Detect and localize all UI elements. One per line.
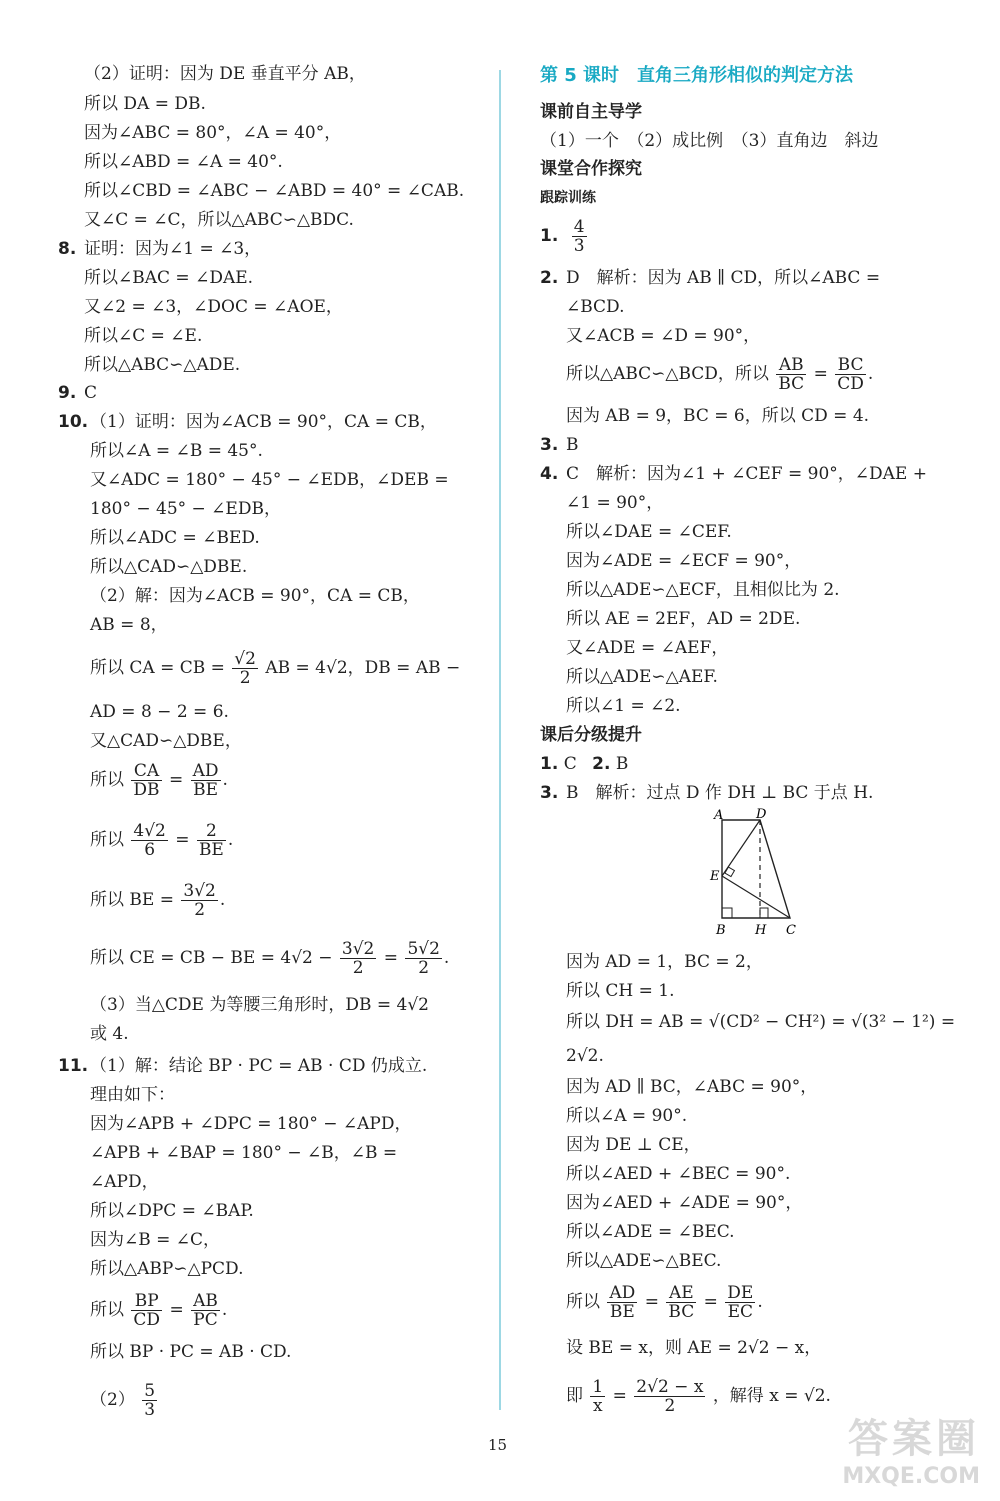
fraction bbox=[191, 762, 221, 799]
page-number: 15 bbox=[488, 1436, 508, 1454]
numerator: CA bbox=[131, 762, 161, 781]
equals-sign: = bbox=[169, 1300, 184, 1320]
equals-sign: = bbox=[168, 770, 184, 790]
numerator: 3√2 bbox=[183, 881, 216, 901]
formula-line bbox=[566, 1378, 831, 1415]
question-number: 11. bbox=[58, 1056, 89, 1076]
text-line: 因为∠ABC = 80°，∠A = 40°， bbox=[84, 123, 342, 143]
text-line: D 解析：因为 AB ∥ CD，所以∠ABC = bbox=[566, 268, 881, 288]
text-line: 又△CAD∽△DBE， bbox=[90, 731, 242, 751]
formula-line: 所以 $\frac{BP}{CD}$ = $\frac{AB}{PC}$ . bbox=[90, 1291, 228, 1330]
formula-line: 所以 $\frac{4√2}{6}$ = $\frac{2}{BE}$ . bbox=[90, 821, 234, 860]
denominator: BC bbox=[668, 1302, 695, 1322]
section-heading: 课堂合作探究 bbox=[540, 159, 642, 179]
lesson-title: 第 5 课时 直角三角形相似的判定方法 bbox=[540, 65, 854, 86]
text-line: （3）当△CDE 为等腰三角形时，DB = 4√2 bbox=[90, 995, 429, 1015]
numerator: 2 bbox=[197, 822, 226, 841]
text-line: 所以∠DAE = ∠CEF. bbox=[566, 522, 732, 542]
watermark-url: MXQE.COM bbox=[842, 1464, 980, 1489]
label-h: H bbox=[755, 923, 767, 938]
text-span: 即 bbox=[566, 1386, 583, 1406]
text-line: 所以△CAD∽△DBE. bbox=[90, 557, 248, 577]
denominator: 6 bbox=[144, 840, 156, 860]
denominator: PC bbox=[193, 1310, 218, 1330]
numerator: AD bbox=[609, 1283, 636, 1303]
watermark-logo-text: 答案圈 bbox=[848, 1416, 980, 1462]
numerator: BP bbox=[131, 1292, 162, 1311]
numerator: AB bbox=[776, 356, 806, 375]
section-heading: 课前自主导学 bbox=[540, 102, 642, 122]
geometry-figure bbox=[700, 808, 810, 938]
question-number: 8. bbox=[58, 239, 77, 259]
fraction bbox=[131, 1292, 162, 1329]
fraction bbox=[191, 1292, 220, 1329]
label-b: B bbox=[716, 923, 726, 938]
section-heading: 课后分级提升 bbox=[540, 725, 642, 745]
right-angle-b bbox=[722, 908, 732, 918]
text-line: ∠APB + ∠BAP = 180° − ∠B，∠B = bbox=[90, 1143, 398, 1163]
question-number: 4. bbox=[540, 464, 559, 484]
text-span: AB = 4√2，DB = AB − bbox=[265, 658, 461, 678]
text-line: 因为∠APB + ∠DPC = 180° − ∠APD， bbox=[90, 1114, 412, 1134]
text-line: 所以∠ADC = ∠BED. bbox=[90, 528, 260, 548]
formula-line: 所以 $\frac{CA}{DB}$ = $\frac{AD}{BE}$ . bbox=[90, 761, 228, 800]
equals-sign: = bbox=[703, 1292, 718, 1312]
text-line: 又∠ADE = ∠AEF， bbox=[566, 638, 729, 658]
text-line: 所以∠A = ∠B = 45°. bbox=[90, 441, 263, 461]
text-line: 所以∠1 = ∠2. bbox=[566, 696, 681, 716]
denominator: BC bbox=[778, 374, 805, 394]
text-line: 所以 CH = 1. bbox=[566, 981, 675, 1001]
denominator: 2 bbox=[418, 958, 430, 978]
fraction bbox=[340, 940, 376, 977]
denominator: x bbox=[593, 1396, 603, 1416]
text-line: AB = 8， bbox=[90, 615, 168, 635]
text-line: 所以∠DPC = ∠BAP. bbox=[90, 1201, 254, 1221]
text-span: 所以 bbox=[90, 770, 124, 790]
label-a: A bbox=[714, 808, 724, 823]
formula-line bbox=[90, 650, 460, 687]
question-number: 3. bbox=[540, 435, 559, 455]
question-number: 3. bbox=[540, 783, 559, 803]
text-line: 所以∠ABD = ∠A = 40°. bbox=[84, 152, 283, 172]
text-span: 所以 CE = CB − BE = 4√2 − bbox=[90, 948, 333, 968]
question-number: 10. bbox=[58, 412, 89, 432]
fraction bbox=[666, 1284, 696, 1321]
fraction bbox=[142, 1382, 157, 1419]
text-line: 所以△ADE∽△BEC. bbox=[566, 1251, 722, 1271]
text-line: （1）证明：因为∠ACB = 90°，CA = CB， bbox=[90, 412, 437, 432]
watermark bbox=[842, 1407, 980, 1489]
formula-line: 所以 BE = $\frac{3√2}{2}$ . bbox=[90, 881, 226, 920]
text-line: C bbox=[84, 383, 98, 403]
numerator: 5√2 bbox=[407, 939, 440, 959]
right-angle-e bbox=[725, 867, 735, 877]
text-line: 因为 AD = 1，BC = 2， bbox=[566, 952, 763, 972]
equals-sign: = bbox=[383, 948, 399, 968]
formula-line bbox=[90, 1382, 159, 1419]
question-number: 2. bbox=[592, 754, 611, 774]
text-span: 所以 CA = CB = bbox=[90, 658, 225, 678]
text-line: 所以△ADE∽△ECF，且相似比为 2. bbox=[566, 580, 840, 600]
text-line: 又∠C = ∠C，所以△ABC∽△BDC. bbox=[84, 210, 354, 230]
numerator: √2 bbox=[234, 649, 256, 669]
numerator: BC bbox=[835, 356, 866, 375]
text-line: B 解析：过点 D 作 DH ⊥ BC 于点 H. bbox=[566, 783, 874, 803]
text-line: 证明：因为∠1 = ∠3， bbox=[84, 239, 262, 259]
text-line: AD = 8 − 2 = 6. bbox=[90, 702, 229, 722]
denominator: 2 bbox=[239, 668, 251, 688]
text-line: ∠BCD. bbox=[566, 297, 625, 317]
text-line: 因为∠AED + ∠ADE = 90°， bbox=[566, 1193, 803, 1213]
denominator: BE bbox=[198, 840, 224, 860]
answer-line bbox=[540, 752, 628, 776]
numerator: 4 bbox=[573, 217, 585, 237]
text-line: 或 4. bbox=[90, 1024, 129, 1044]
denominator: 3 bbox=[573, 236, 585, 256]
text-line: 所以∠C = ∠E. bbox=[84, 326, 203, 346]
equals-sign: = bbox=[175, 830, 190, 850]
text-span: 所以 bbox=[90, 1300, 124, 1320]
numerator: 5 bbox=[144, 1381, 156, 1401]
equals-sign: = bbox=[813, 364, 828, 384]
numerator: DE bbox=[727, 1283, 754, 1303]
answer: C bbox=[563, 754, 577, 774]
question-number: 9. bbox=[58, 383, 77, 403]
text-line: 所以△ADE∽△AEF. bbox=[566, 667, 718, 687]
text-line: （1）一个 （2）成比例 （3）直角边 斜边 bbox=[540, 131, 879, 151]
text-line: 又∠ADC = 180° − 45° − ∠EDB，∠DEB = bbox=[90, 470, 449, 490]
fraction bbox=[776, 356, 806, 393]
text-line: ∠1 = 90°， bbox=[566, 493, 664, 513]
fraction bbox=[131, 822, 167, 859]
label-c: C bbox=[786, 923, 796, 938]
text-line: 所以 BP · PC = AB · CD. bbox=[90, 1342, 292, 1362]
fraction bbox=[197, 822, 226, 859]
formula-line bbox=[540, 218, 589, 255]
text-line: （2）解：因为∠ACB = 90°，CA = CB， bbox=[90, 586, 420, 606]
question-number: 1. bbox=[540, 226, 559, 246]
fraction bbox=[572, 218, 587, 255]
formula-line: 所以 $\frac{AD}{BE}$ = $\frac{AE}{BC}$ = $\frac{DE}{EC}$ . bbox=[566, 1283, 763, 1322]
fraction bbox=[590, 1378, 605, 1415]
fraction bbox=[181, 882, 217, 919]
subsection-heading: 跟踪训练 bbox=[540, 190, 596, 206]
column-divider bbox=[499, 70, 501, 1410]
question-number: 2. bbox=[540, 268, 559, 288]
text-line: （1）解：结论 BP · PC = AB · CD 仍成立. bbox=[90, 1056, 428, 1076]
denominator: BE bbox=[609, 1302, 635, 1322]
denominator: CD bbox=[837, 374, 864, 394]
text-line: 所以∠AED + ∠BEC = 90°. bbox=[566, 1164, 791, 1184]
denominator: DB bbox=[133, 780, 160, 800]
question-number: 1. bbox=[540, 754, 559, 774]
text-line: 2√2. bbox=[566, 1046, 604, 1066]
formula-line: 所以 CE = CB − BE = 4√2 − $\frac{3√2}{2}$ = $\frac{5√2}{2}$ . bbox=[90, 939, 450, 978]
denominator: CD bbox=[133, 1310, 161, 1330]
text-line: 所以∠BAC = ∠DAE. bbox=[84, 268, 254, 288]
text-line: 设 BE = x，则 AE = 2√2 − x， bbox=[566, 1338, 822, 1358]
text-line: 因为 AD ∥ BC，∠ABC = 90°， bbox=[566, 1077, 818, 1097]
numerator: 1 bbox=[592, 1377, 604, 1397]
text-span: 所以 bbox=[90, 830, 124, 850]
denominator: 2 bbox=[352, 958, 364, 978]
text-line: 理由如下： bbox=[90, 1085, 175, 1105]
text-line: 所以△ABC∽△ADE. bbox=[84, 355, 241, 375]
numerator: AB bbox=[193, 1291, 218, 1311]
numerator: AE bbox=[666, 1284, 696, 1303]
text-line: 因为∠ADE = ∠ECF = 90°， bbox=[566, 551, 802, 571]
formula-line: 所以△ABC∽△BCD，所以 $\frac{AB}{BC}$ = $\frac{BC}{CD}$ . bbox=[566, 355, 874, 394]
right-angle-h bbox=[760, 908, 768, 918]
fraction bbox=[131, 762, 161, 799]
answer: B bbox=[615, 754, 629, 774]
equals-sign: = bbox=[612, 1386, 627, 1406]
denominator: 3 bbox=[144, 1400, 156, 1420]
text-line: 所以 DA = DB. bbox=[84, 94, 206, 114]
fraction bbox=[405, 940, 441, 977]
text-line: 所以∠CBD = ∠ABC − ∠ABD = 40° = ∠CAB. bbox=[84, 181, 465, 201]
text-line: 所以∠A = 90°. bbox=[566, 1106, 688, 1126]
text-line: 所以∠ADE = ∠BEC. bbox=[566, 1222, 735, 1242]
text-line: 所以 DH = AB = √(CD² − CH²) = √(3² − 1²) = bbox=[566, 1012, 956, 1032]
text-line: C 解析：因为∠1 + ∠CEF = 90°，∠DAE + bbox=[566, 464, 927, 484]
fraction bbox=[607, 1284, 637, 1321]
text-line: B bbox=[566, 435, 579, 455]
fraction bbox=[634, 1378, 705, 1415]
denominator: EC bbox=[727, 1302, 754, 1322]
fraction bbox=[232, 650, 258, 687]
text-span: （2） bbox=[90, 1390, 135, 1410]
text-line: 因为 DE ⊥ CE， bbox=[566, 1135, 701, 1155]
text-span: 所以△ABC∽△BCD，所以 bbox=[566, 364, 769, 384]
equals-sign: = bbox=[644, 1292, 659, 1312]
text-line: 所以 AE = 2EF，AD = 2DE. bbox=[566, 609, 801, 629]
label-e: E bbox=[710, 869, 720, 884]
numerator: AD bbox=[192, 761, 219, 781]
fraction bbox=[835, 356, 866, 393]
text-line: 所以△ABP∽△PCD. bbox=[90, 1259, 244, 1279]
label-d: D bbox=[756, 808, 767, 822]
denominator: BE bbox=[193, 780, 218, 800]
text-line: 又∠2 = ∠3，∠DOC = ∠AOE， bbox=[84, 297, 343, 317]
denominator: 2 bbox=[194, 900, 206, 920]
text-line: 又∠ACB = ∠D = 90°， bbox=[566, 326, 761, 346]
text-line: 因为 AB = 9，BC = 6，所以 CD = 4. bbox=[566, 406, 870, 426]
text-line: 因为∠B = ∠C， bbox=[90, 1230, 221, 1250]
numerator: 3√2 bbox=[341, 939, 375, 959]
numerator: 4√2 bbox=[133, 821, 166, 841]
denominator: 2 bbox=[664, 1396, 676, 1416]
text-span: ，解得 x = √2. bbox=[712, 1386, 831, 1406]
fraction bbox=[725, 1284, 755, 1321]
text-span: 所以 bbox=[566, 1292, 600, 1312]
text-line: （2）证明：因为 DE 垂直平分 AB， bbox=[84, 64, 366, 84]
text-line: ∠APD， bbox=[90, 1172, 159, 1192]
text-span: 所以 BE = bbox=[90, 890, 174, 910]
numerator: 2√2 − x bbox=[636, 1377, 704, 1397]
text-line: 180° − 45° − ∠EDB， bbox=[90, 499, 281, 519]
